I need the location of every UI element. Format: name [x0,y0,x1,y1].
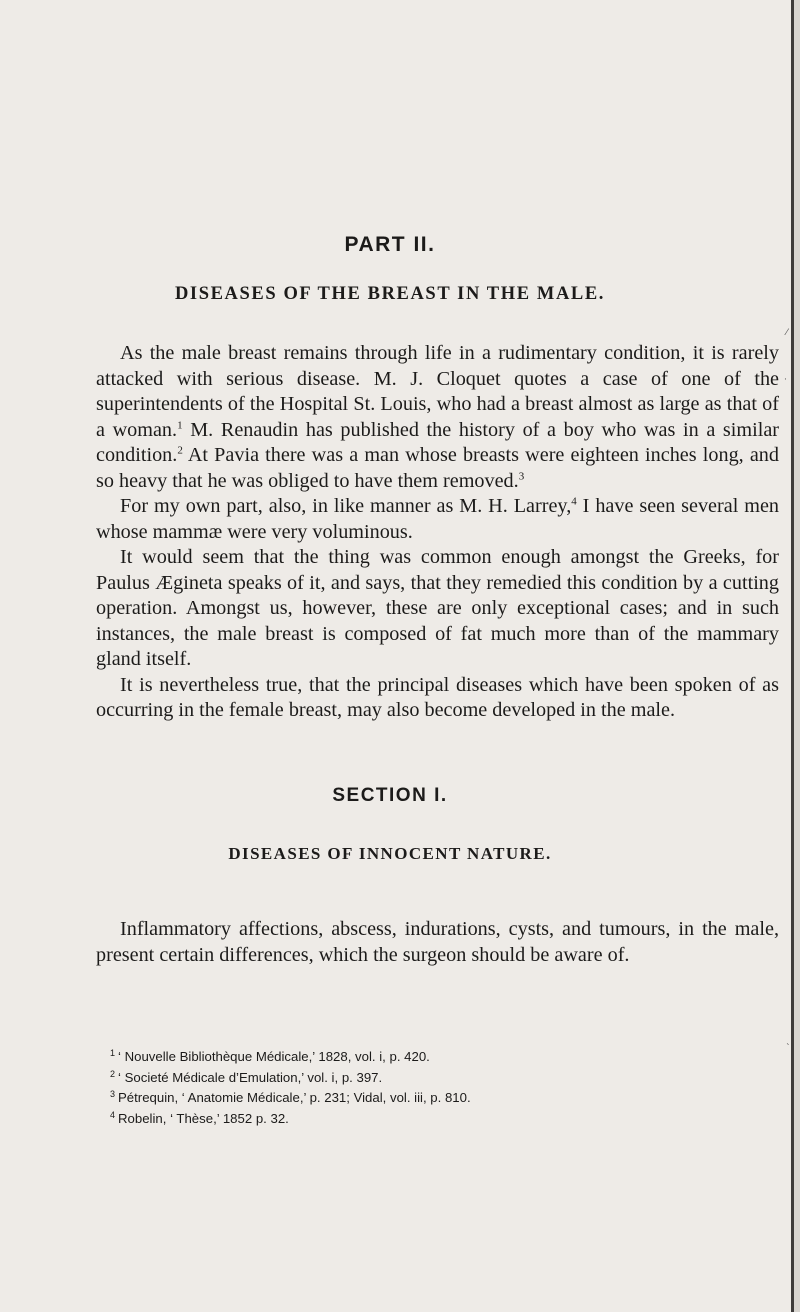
paragraph [96,917,779,968]
footnote-reference: 3 [518,469,525,482]
footnote-text: ‘ Societé Médicale d’Emulation,’ vol. i, p. 397. [118,1069,383,1085]
footnote-number: 4 [110,1109,116,1120]
text-run: I have seen several men whose mammæ were very voluminous. [96,495,779,543]
paragraph [96,341,779,494]
footnote-number: 2 [110,1068,116,1079]
margin-mark: · [784,375,787,385]
footnote-number: 3 [110,1089,116,1099]
body-text-intro [96,341,779,724]
footnote-number: 1 [110,1048,116,1058]
text-run: M. Renaudin has published the history of a boy who was in a similar condition. [96,418,780,466]
section-subtitle: DISEASES OF INNOCENT NATURE. [228,844,552,863]
page-edge-shadow [794,0,800,1312]
text-run: For my own part, also, in like manner as M. H. Larrey, [120,495,572,517]
footnote-item [96,1066,779,1087]
footnote-item [96,1086,779,1107]
footnote-text: Pétrequin, ‘ Anatomie Médicale,’ p. 231; Vidal, vol. iii, p. 810. [118,1090,471,1105]
text-run: As the male breast remains through life in a rudimentary condition, it is rarely attacked with serious disease. M. J. Cloquet quotes a case of one of the superintendents of the Hospital St. Louis, who had a breast almost as large as that of a woman. [96,342,779,441]
part-title: PART II. [344,233,436,256]
footnote-reference: 4 [571,495,577,508]
section-title: SECTION I. [332,785,448,806]
paragraph [96,673,779,724]
footnote-reference: 2 [177,444,183,457]
page-binding-edge [791,0,794,1312]
footnote-item [96,1045,779,1066]
text-run: It would seem that the thing was common enough amongst the Greeks, for Paulus Ægineta speaks of it, and says, that they remedied this condition by a cutting operation. Amongst us, however, these are only exceptional cases; and in such instances, the male breast is composed of fat much more than of the mammary gland itself. [96,546,779,670]
footnotes [96,1045,779,1127]
margin-mark: ˎ [786,1036,791,1046]
paragraph [96,545,779,673]
text-run: Inflammatory affections, abscess, indurations, cysts, and tumours, in the male, present certain differences, which the surgeon should be aware of. [96,918,779,966]
text-run: At Pavia there was a man whose breasts were eighteen inches long, and so heavy that he was obliged to have them removed. [96,444,779,492]
body-text-section [96,917,779,968]
footnote-text: Robelin, ‘ Thèse,’ 1852 p. 32. [118,1110,289,1126]
footnote-item [96,1107,779,1128]
text-run: It is nevertheless true, that the principal diseases which have been spoken of as occurring in the female breast, may also become developed in the male. [96,673,779,721]
footnote-text: ‘ Nouvelle Bibliothèque Médicale,’ 1828, vol. i, p. 420. [118,1049,430,1064]
paragraph [96,494,779,545]
footnote-reference: 1 [177,418,183,431]
chapter-title: DISEASES OF THE BREAST IN THE MALE. [174,284,606,304]
margin-mark: ⁄ [786,328,788,338]
